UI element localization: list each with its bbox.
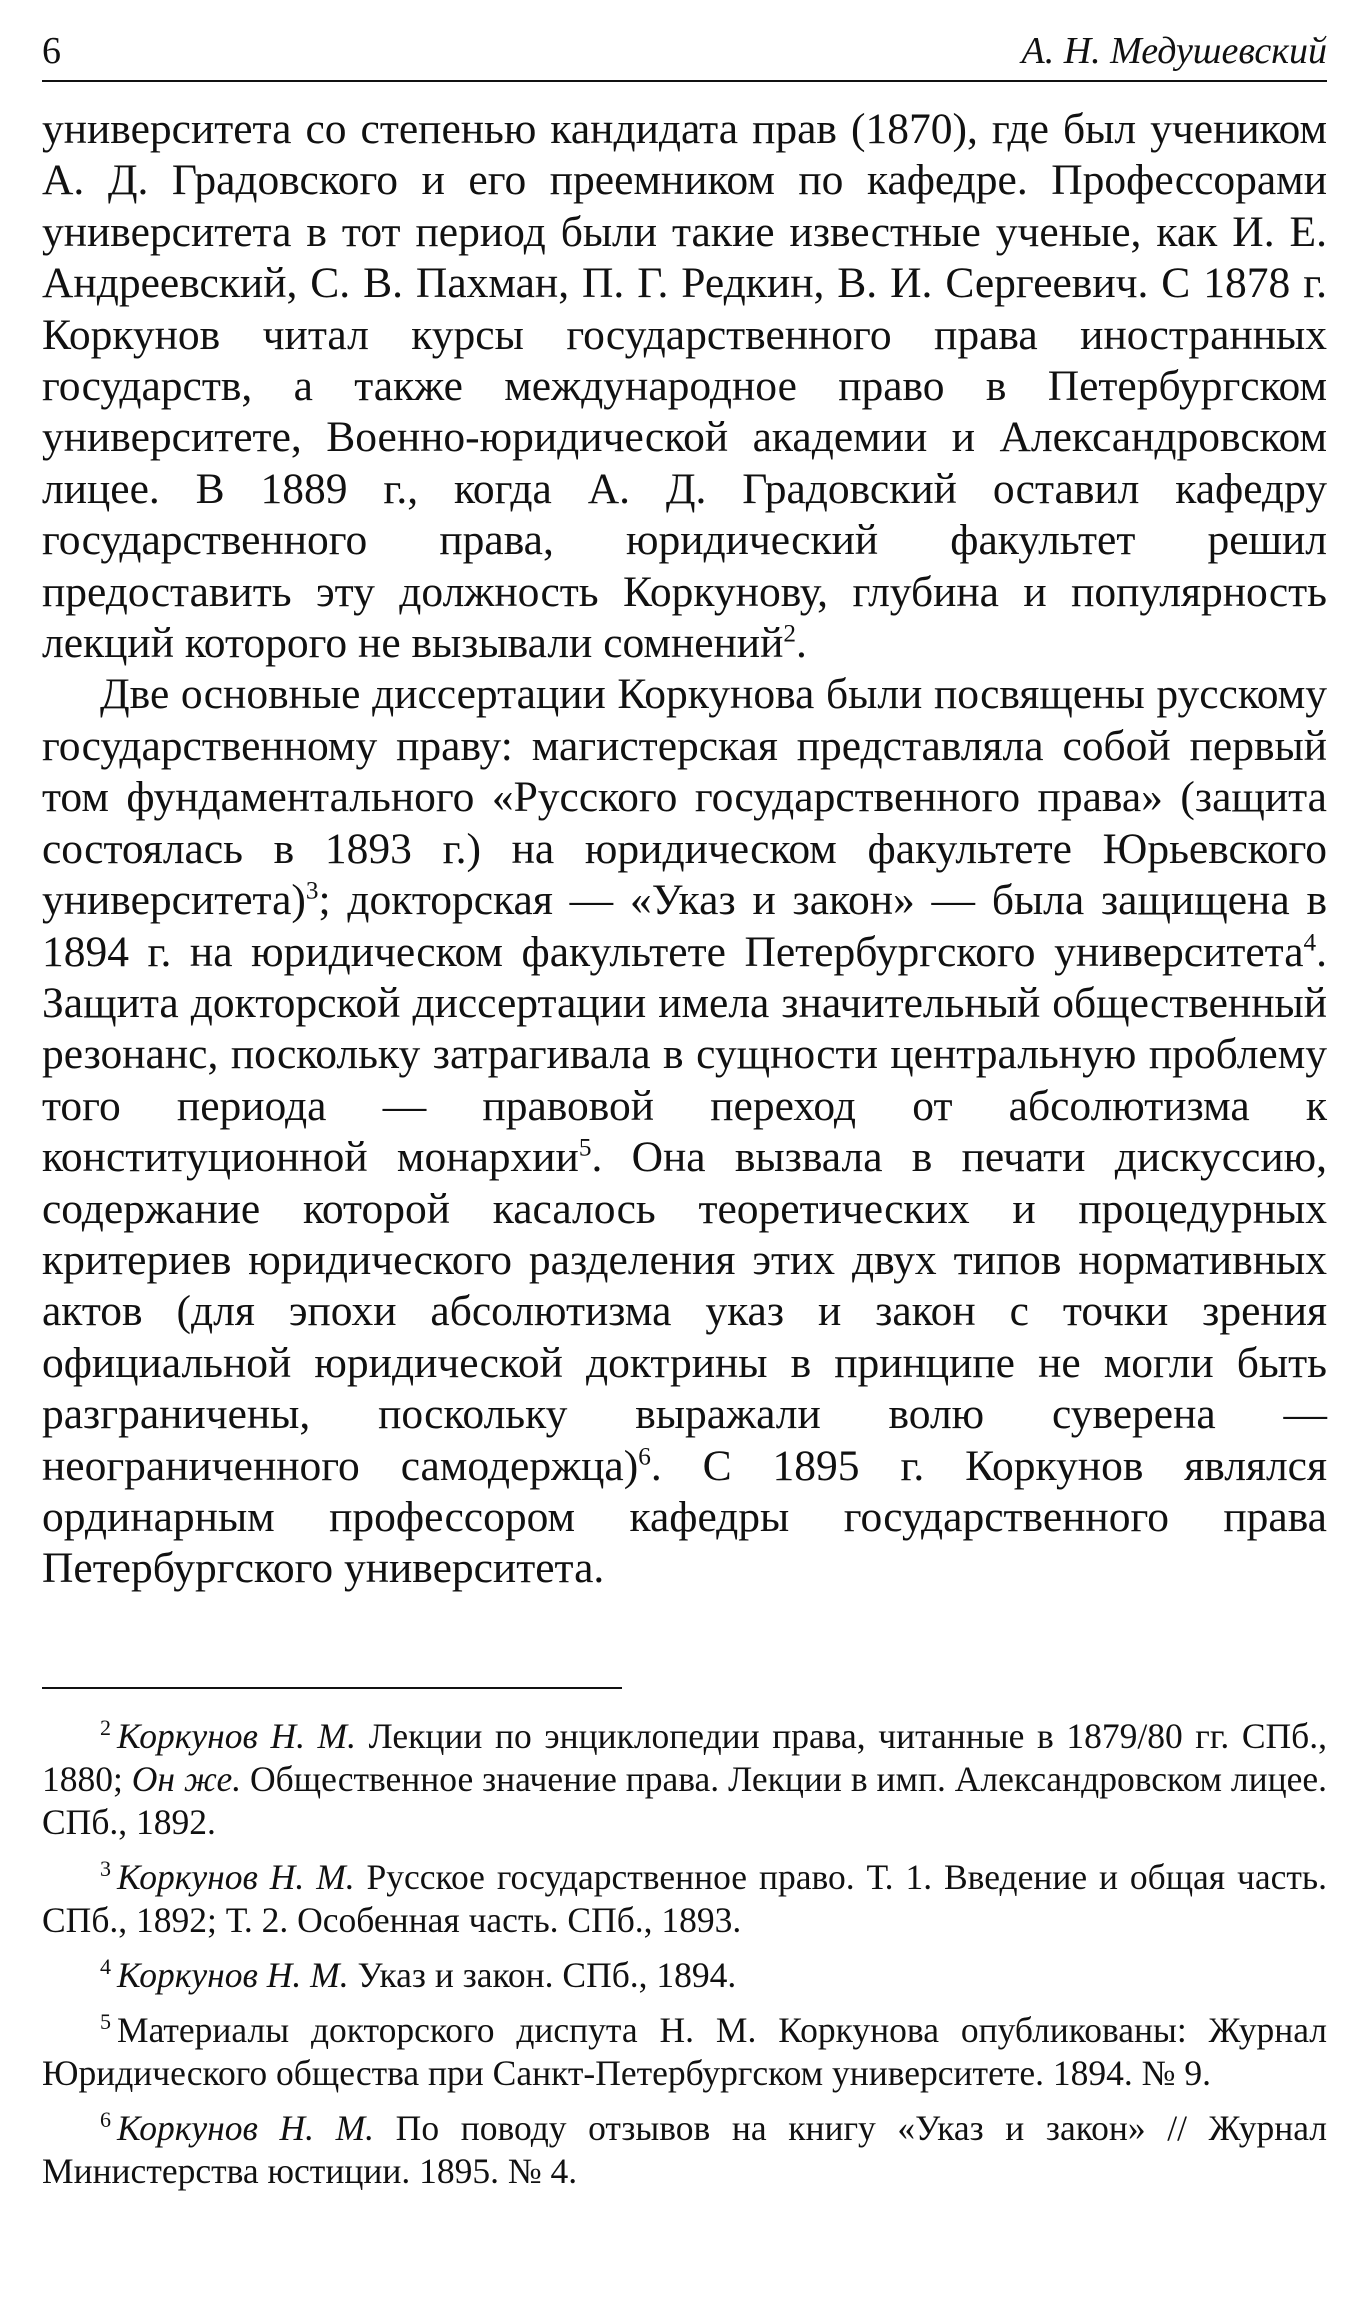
paragraph-2 <box>42 669 1327 1594</box>
footnote-ref: 5 <box>578 1134 592 1162</box>
footnote-4 <box>42 1954 1327 1997</box>
footnote-author: Коркунов Н. М. <box>117 1715 356 1756</box>
paragraph-1-text: университета со степенью кандидата прав (1870), где был учеником А. Д. Градовского и его преемником по кафедре. Профессорами университета в тот период были такие известные ученые, как И. Е. Андреевский, С. В. Пахман, П. Г. Редкин, В. И. Сергеевич. С 1878 г. Коркунов читал курсы государственного права иностранных государств, а также международное право в Петербургском университете, Военно-юридической академии и Александровском лицее. В 1889 г., когда А. Д. Градовский оставил кафедру государственного права, юридический факультет решил предоставить эту должность Коркунову, глубина и популярность лекций которого не вызывали сомнений <box>42 105 1327 668</box>
footnote-text: Указ и закон. СПб., 1894. <box>348 1954 737 1995</box>
footnote-text: Русское государственное право. Т. 1. Введение и общая часть. СПб., 1892; Т. 2. Особенная часть. СПб., 1893. <box>42 1856 1327 1940</box>
footnote-5 <box>42 2009 1327 2095</box>
footnote-number: 3 <box>100 1855 111 1881</box>
footnote-text: Лекции по энциклопедии права, читанные в 1879/80 гг. СПб., 1880; <box>42 1715 1327 1799</box>
footnote-number: 4 <box>100 1953 111 1979</box>
footnote-separator <box>42 1687 622 1689</box>
footnotes <box>42 1715 1327 2193</box>
footnote-number: 2 <box>100 1714 111 1740</box>
footnote-author: Он же. <box>131 1758 242 1799</box>
running-head: А. Н. Медушевский <box>1021 30 1327 72</box>
footnote-ref: 4 <box>1303 929 1317 956</box>
footnote-text: Общественное значение права. Лекции в имп. Александровском лицее. СПб., 1892. <box>42 1758 1327 1842</box>
paragraph-2-text: ; докторская — «Указ и закон» — была защищена в 1894 г. на юридическом факультете Петербургского университета <box>42 876 1327 976</box>
paragraph-2-text: Две основные диссертации Коркунова были посвящены русскому государственному праву: магистерская представляла собой первый том фундаментального «Русского государственного права» (защита состоялась в 1893 г.) на юридическом факультете Юрьевского университета) <box>42 670 1327 925</box>
footnote-author: Коркунов Н. М. <box>117 2107 375 2148</box>
footnote-text: По поводу отзывов на книгу «Указ и закон» // Журнал Министерства юстиции. 1895. № 4. <box>42 2107 1327 2191</box>
paragraph-2-text: . С 1895 г. Коркунов являлся ординарным профессором кафедры государственного права Петербургского университета. <box>42 1441 1327 1593</box>
footnote-ref: 3 <box>305 877 319 905</box>
footnote-author: Коркунов Н. М. <box>117 1954 349 1995</box>
footnote-number: 6 <box>100 2106 111 2132</box>
footnote-ref: 6 <box>638 1443 651 1471</box>
footnote-text: Материалы докторского диспута Н. М. Коркунова опубликованы: Журнал Юридического общества при Санкт-Петербургском университете. 1894. № 9. <box>42 2009 1327 2093</box>
paragraph-2-text: . Защита докторской диссертации имела значительный общественный резонанс, поскольку затрагивала в сущности центральную проблему того периода — правовой переход от абсолютизма к конституционной монархии <box>42 927 1327 1182</box>
footnote-2 <box>42 1715 1327 1844</box>
paragraph-2-text: . Она вызвала в печати дискуссию, содержание которой касалось теоретических и процедурных критериев юридического разделения этих двух типов нормативных актов (для эпохи абсолютизма указ и закон с точки зрения официальной юридической доктрины в принципе не могли быть разграничены, поскольку выражали волю суверена — неограниченного самодержца) <box>42 1133 1327 1490</box>
footnote-3 <box>42 1856 1327 1942</box>
footnote-author: Коркунов Н. М. <box>117 1856 355 1897</box>
main-text <box>42 104 1327 1595</box>
paragraph-1: университета со степенью кандидата прав (1870), где был учеником А. Д. Градовского и его преемником по кафедре. Профессорами университета в тот период были такие известные ученые, как И. Е. Андреевский, С. В. Пахман, П. Г. Редкин, В. И. Сергеевич. С 1878 г. Коркунов читал курсы государственного права иностранных государств, а также международное право в Петербургском университете, Военно-юридической академии и Александровском лицее. В 1889 г., когда А. Д. Градовский оставил кафедру государственного права, юридический факультет решил предоставить эту должность Коркунову, глубина и популярность лекций которого не вызывали сомнений$^2$. <box>42 105 1327 668</box>
footnote-6 <box>42 2107 1327 2193</box>
page-header <box>42 28 1327 82</box>
footnote-number: 5 <box>100 2008 111 2034</box>
footnote-ref: 2 <box>783 620 796 648</box>
page-number: 6 <box>42 30 61 72</box>
